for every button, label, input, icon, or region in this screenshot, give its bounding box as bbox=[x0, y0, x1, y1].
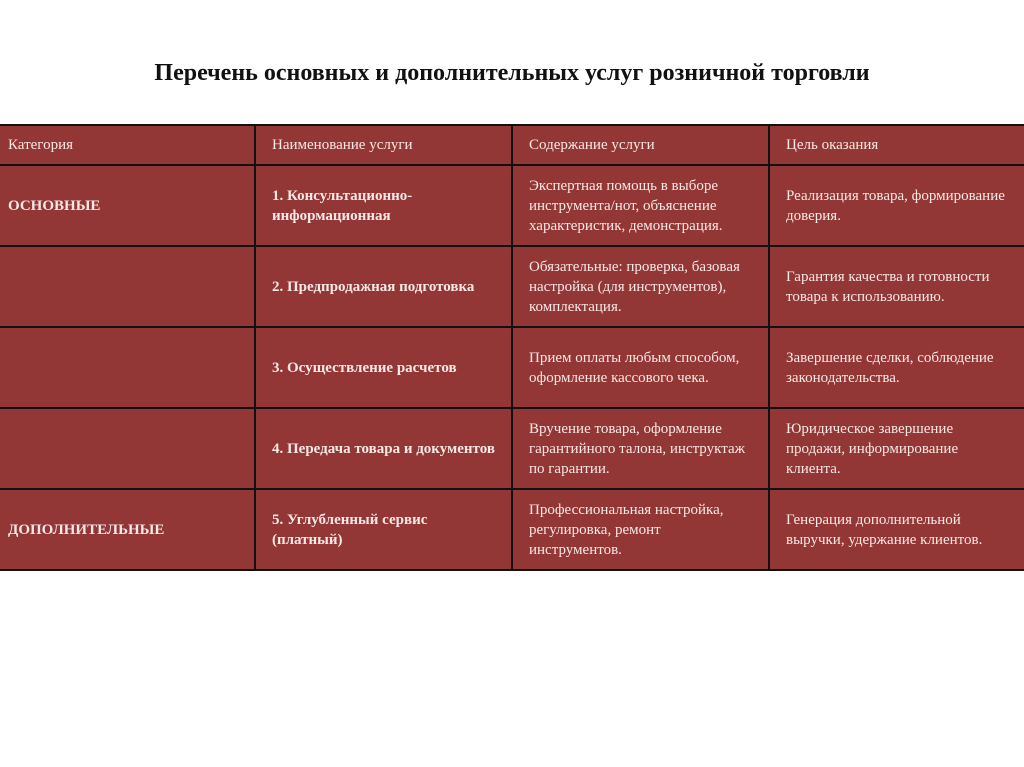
category-cell bbox=[0, 327, 255, 408]
category-cell: ДОПОЛНИТЕЛЬНЫЕ bbox=[0, 489, 255, 570]
service-name-cell: 4. Передача товара и документов bbox=[255, 408, 512, 489]
table-row bbox=[0, 408, 1024, 489]
slide-title: Перечень основных и дополнительных услуг розничной торговли bbox=[154, 60, 870, 86]
table-row bbox=[0, 327, 1024, 408]
header-name: Наименование услуги bbox=[255, 125, 512, 165]
category-cell bbox=[0, 408, 255, 489]
service-name-cell: 3. Осуществление расчетов bbox=[255, 327, 512, 408]
service-goal-cell: Юридическое завершение продажи, информирование клиента. bbox=[769, 408, 1024, 489]
service-content-cell: Экспертная помощь в выборе инструмента/нот, объяснение характеристик, демонстрация. bbox=[512, 165, 769, 246]
table-row bbox=[0, 165, 1024, 246]
service-content-cell: Прием оплаты любым способом, оформление кассового чека. bbox=[512, 327, 769, 408]
service-name-cell: 1. Консультационно-информационная bbox=[255, 165, 512, 246]
service-content-cell: Обязательные: проверка, базовая настройка (для инструментов), комплектация. bbox=[512, 246, 769, 327]
service-name-cell: 2. Предпродажная подготовка bbox=[255, 246, 512, 327]
category-cell: ОСНОВНЫЕ bbox=[0, 165, 255, 246]
service-goal-cell: Завершение сделки, соблюдение законодательства. bbox=[769, 327, 1024, 408]
service-content-cell: Профессиональная настройка, регулировка, ремонт инструментов. bbox=[512, 489, 769, 570]
category-cell bbox=[0, 246, 255, 327]
services-table bbox=[0, 124, 1024, 571]
table-row bbox=[0, 489, 1024, 570]
table-row bbox=[0, 246, 1024, 327]
service-name-cell: 5. Углубленный сервис (платный) bbox=[255, 489, 512, 570]
service-goal-cell: Реализация товара, формирование доверия. bbox=[769, 165, 1024, 246]
service-content-cell: Вручение товара, оформление гарантийного талона, инструктаж по гарантии. bbox=[512, 408, 769, 489]
header-content: Содержание услуги bbox=[512, 125, 769, 165]
header-category: Категория bbox=[0, 125, 255, 165]
service-goal-cell: Гарантия качества и готовности товара к использованию. bbox=[769, 246, 1024, 327]
table-header-row bbox=[0, 125, 1024, 165]
service-goal-cell: Генерация дополнительной выручки, удержание клиентов. bbox=[769, 489, 1024, 570]
header-goal: Цель оказания bbox=[769, 125, 1024, 165]
